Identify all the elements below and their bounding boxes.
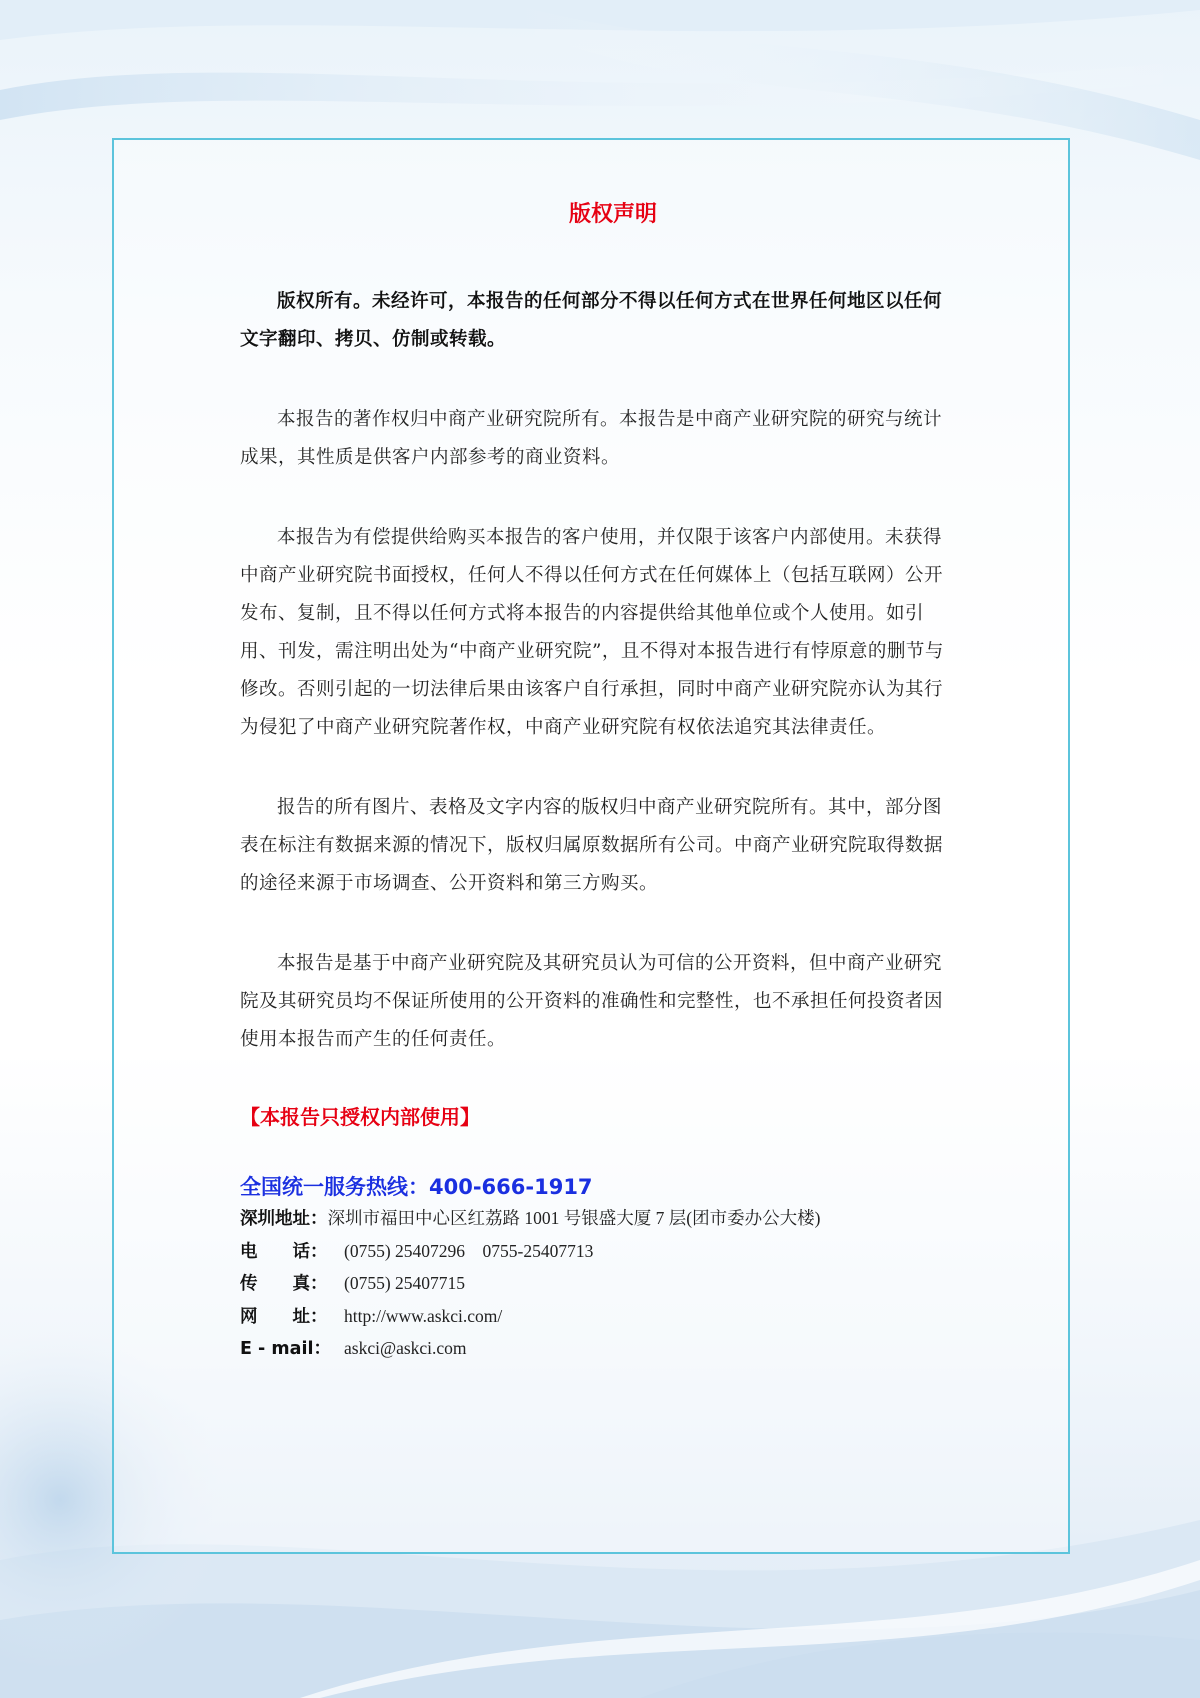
content-rights-paragraph: 报告的所有图片、表格及文字内容的版权归中商产业研究院所有。其中，部分图表在标注有数据来源的情况下，版权归属原数据所有公司。中商产业研究院取得数据的途径来源于市场调查、公开资料和第三方购买。 [240,797,944,894]
email-link[interactable]: askci@askci.com [344,1338,467,1358]
page-title: 版权声明 [568,202,657,227]
fax-label: 传 真： [240,1274,328,1294]
usage-restriction-paragraph: 本报告为有偿提供给购买本报告的客户使用，并仅限于该客户内部使用。未获得中商产业研究院书面授权，任何人不得以任何方式在任何媒体上（包括互联网）公开发布、复制，且不得以任何方式将本报告的内容提供给其他单位或个人使用。如引用、刊发，需注明出处为“中商产业研究院”，且不得对本报告进行有悖原意的删节与修改。否则引起的一切法律后果由该客户自行承担，同时中商产业研究院亦认为其行为侵犯了中商产业研究院著作权，中商产业研究院有权依法追究其法律责任。 [240,527,944,738]
disclaimer-paragraph: 本报告是基于中商产业研究院及其研究员认为可信的公开资料，但中商产业研究院及其研究员均不保证所使用的公开资料的准确性和完整性，也不承担任何投资者因使用本报告而产生的任何责任。 [240,953,944,1050]
email-label: E - mail： [240,1339,331,1359]
ownership-paragraph: 本报告的著作权归中商产业研究院所有。本报告是中商产业研究院的研究与统计成果，其性质是供客户内部参考的商业资料。 [240,409,943,468]
copyright-statement-paragraph: 版权所有。未经许可，本报告的任何部分不得以任何方式在世界任何地区以任何文字翻印、拷贝、仿制或转载。 [240,291,943,350]
fax-value: (0755) 25407715 [344,1273,466,1293]
phone-value: (0755) 25407296 0755-25407713 [344,1240,594,1261]
address-label: 深圳地址： [240,1209,328,1229]
internal-use-notice: 【本报告只授权内部使用】 [240,1105,480,1129]
copyright-content [240,195,960,1366]
contact-website [240,1301,960,1334]
contact-phone [240,1236,960,1269]
contact-email [240,1333,960,1366]
website-link[interactable]: http://www.askci.com/ [344,1305,503,1326]
website-label: 网 址： [240,1306,328,1327]
address-value: 深圳市福田中心区红荔路 1001 号银盛大厦 7 层(团市委办公大楼) [327,1208,821,1228]
phone-label: 电 话： [240,1241,328,1262]
contact-address [240,1203,960,1236]
contact-fax [240,1268,960,1301]
service-hotline: 全国统一服务热线：400-666-1917 [240,1175,593,1199]
